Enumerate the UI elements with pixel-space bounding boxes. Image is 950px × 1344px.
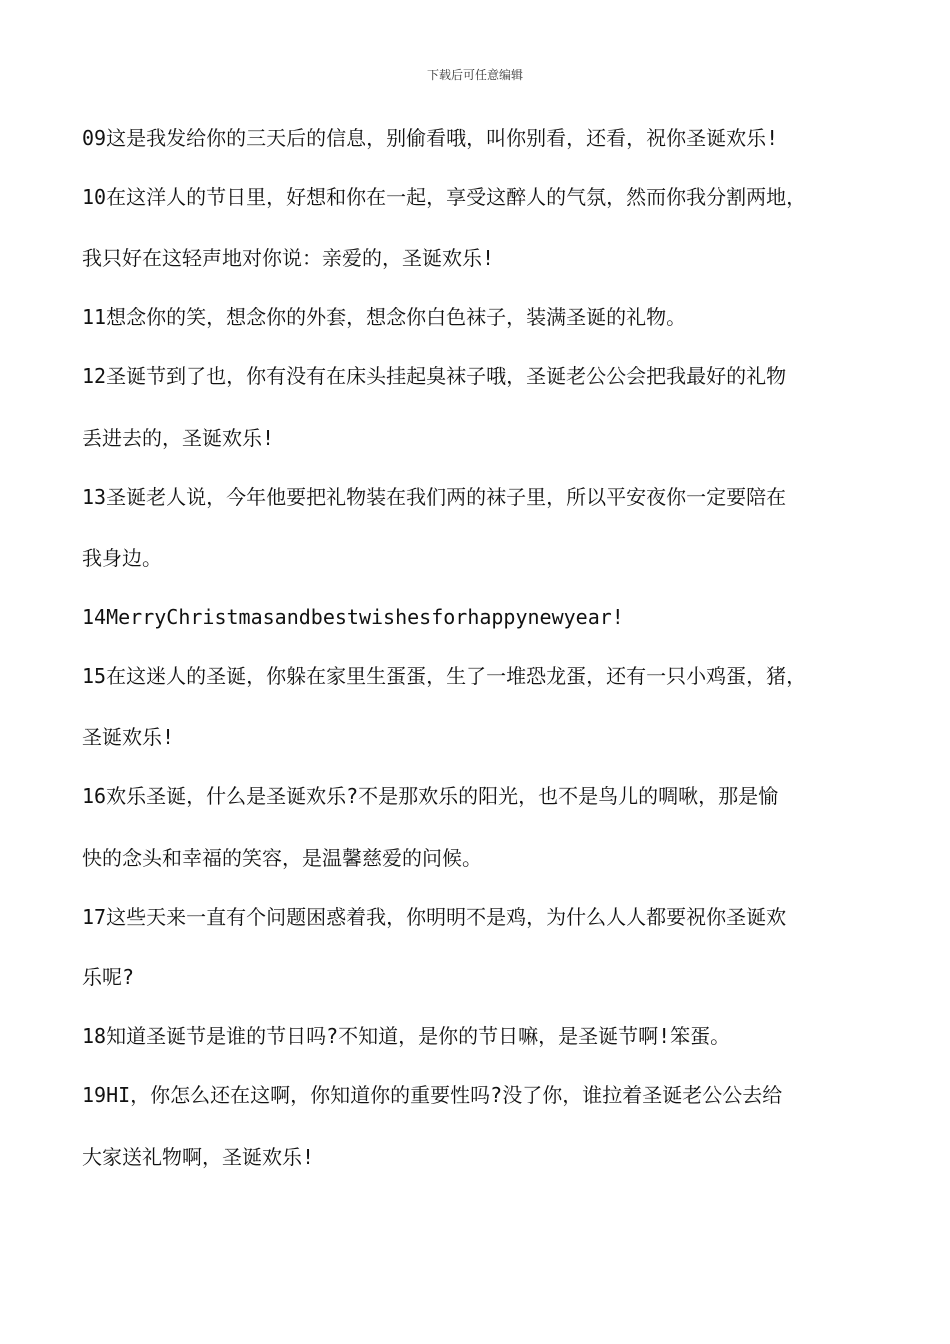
text-line-16a: 16欢乐圣诞，什么是圣诞欢乐?不是那欢乐的阳光，也不是鸟儿的啁啾，那是愉 bbox=[82, 784, 779, 808]
text-line-13b: 我身边。 bbox=[82, 546, 162, 570]
text-line-10a: 10在这洋人的节日里，好想和你在一起，享受这醉人的气氛，然而你我分割两地， bbox=[82, 185, 807, 209]
text-line-12a: 12圣诞节到了也，你有没有在床头挂起臭袜子哦，圣诞老公公会把我最好的礼物 bbox=[82, 364, 787, 388]
text-line-15a: 15在这迷人的圣诞，你躲在家里生蛋蛋，生了一堆恐龙蛋，还有一只小鸡蛋，猪， bbox=[82, 664, 807, 688]
text-line-10b: 我只好在这轻声地对你说：亲爱的，圣诞欢乐! bbox=[82, 246, 495, 270]
text-line-18: 18知道圣诞节是谁的节日吗?不知道，是你的节日嘛，是圣诞节啊!笨蛋。 bbox=[82, 1024, 731, 1048]
text-line-13a: 13圣诞老人说，今年他要把礼物装在我们两的袜子里，所以平安夜你一定要陪在 bbox=[82, 485, 787, 509]
text-line-16b: 快的念头和幸福的笑容，是温馨慈爱的问候。 bbox=[82, 846, 482, 870]
text-line-19a: 19HI，你怎么还在这啊，你知道你的重要性吗?没了你，谁拉着圣诞老公公去给 bbox=[82, 1083, 783, 1107]
text-line-15b: 圣诞欢乐! bbox=[82, 725, 175, 749]
text-line-19b: 大家送礼物啊，圣诞欢乐! bbox=[82, 1145, 315, 1169]
text-line-12b: 丢进去的，圣诞欢乐! bbox=[82, 426, 275, 450]
text-line-14: 14MerryChristmasandbestwishesforhappynewyear! bbox=[82, 605, 624, 629]
text-line-17b: 乐呢? bbox=[82, 965, 135, 989]
header-note: 下载后可任意编辑 bbox=[426, 68, 523, 82]
text-line-09: 09这是我发给你的三天后的信息，别偷看哦，叫你别看，还看，祝你圣诞欢乐! bbox=[82, 126, 779, 150]
text-line-11: 11想念你的笑，想念你的外套，想念你白色袜子，装满圣诞的礼物。 bbox=[82, 305, 687, 329]
text-line-17a: 17这些天来一直有个问题困惑着我，你明明不是鸡，为什么人人都要祝你圣诞欢 bbox=[82, 905, 787, 929]
